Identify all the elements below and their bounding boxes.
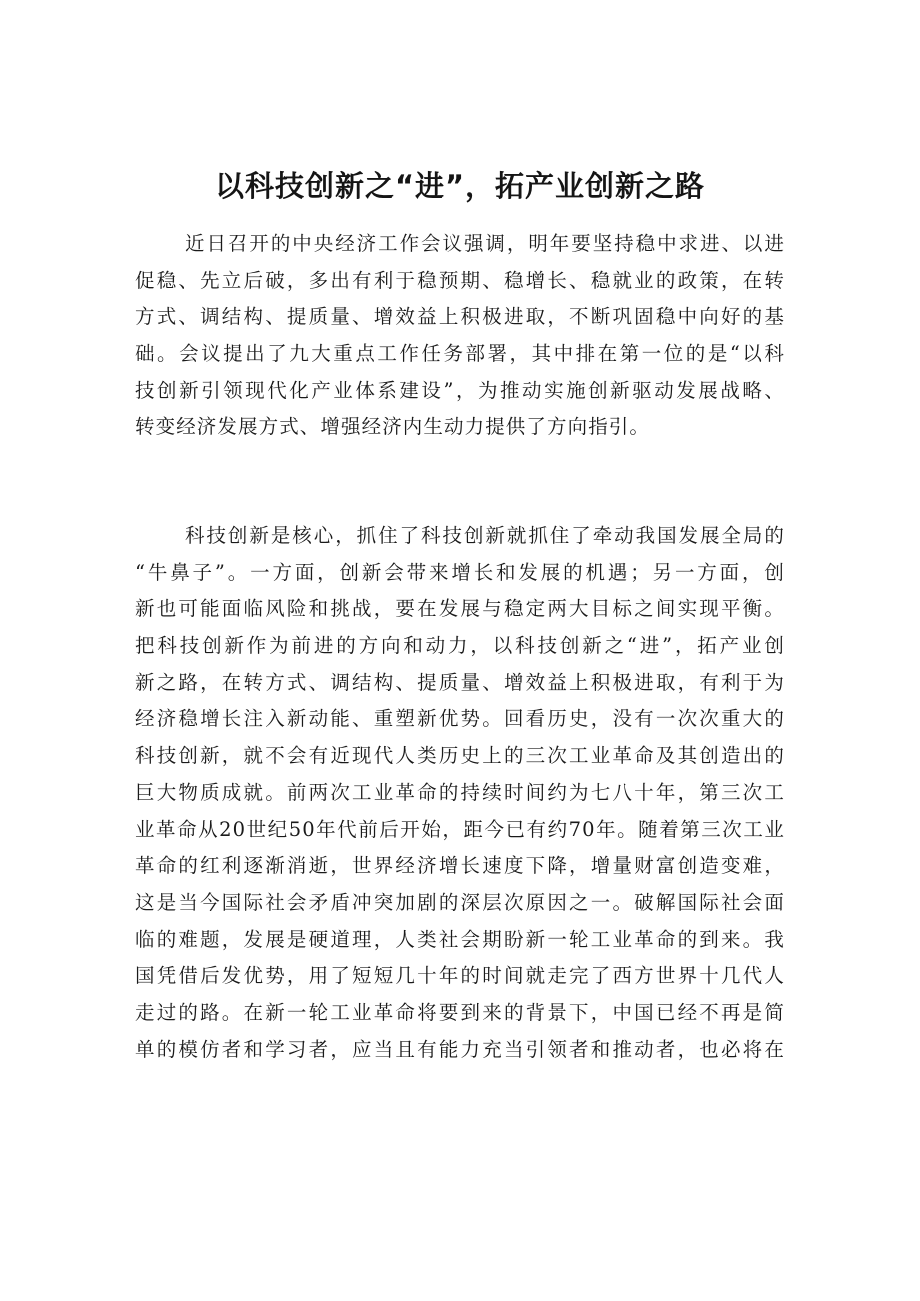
paragraph-2 — [135, 518, 785, 1068]
paragraph-1 — [135, 226, 785, 446]
paragraph-line: 新之路，在转方式、调结构、提质量、增效益上积极进取，有利于为 — [135, 670, 785, 694]
document-title: 以科技创新之“进”，拓产业创新之路 — [214, 169, 706, 203]
paragraph-line: 科技创新，就不会有近现代人类历史上的三次工业革命及其创造出的 — [135, 744, 785, 768]
paragraph-line: 革命的红利逐渐消逝，世界经济增长速度下降，增量财富创造变难， — [135, 854, 785, 878]
paragraph-line: 方式、调结构、提质量、增效益上积极进取，不断巩固稳中向好的基 — [135, 305, 785, 329]
paragraph-line: 国凭借后发优势，用了短短几十年的时间就走完了西方世界十几代人 — [135, 964, 785, 988]
paragraph-line: 转变经济发展方式、增强经济内生动力提供了方向指引。 — [135, 415, 651, 439]
paragraph-line: 临的难题，发展是硬道理，人类社会期盼新一轮工业革命的到来。我 — [135, 927, 785, 951]
paragraph-line: 经济稳增长注入新动能、重塑新优势。回看历史，没有一次次重大的 — [135, 707, 785, 731]
paragraph-line: 新也可能面临风险和挑战，要在发展与稳定两大目标之间实现平衡。 — [135, 597, 785, 621]
paragraph-line: 单的模仿者和学习者，应当且有能力充当引领者和推动者，也必将在 — [135, 1037, 785, 1061]
paragraph-line: 把科技创新作为前进的方向和动力，以科技创新之“进”，拓产业创 — [135, 634, 785, 658]
paragraph-line: 技创新引领现代化产业体系建设”，为推动实施创新驱动发展战略、 — [135, 378, 785, 402]
paragraph-line: 近日召开的中央经济工作会议强调，明年要坚持稳中求进、以进 — [185, 232, 785, 255]
paragraph-line: 础。会议提出了九大重点工作任务部署，其中排在第一位的是“以科 — [135, 342, 785, 366]
paragraph-line: 促稳、先立后破，多出有利于稳预期、稳增长、稳就业的政策，在转 — [135, 268, 785, 292]
paragraph-line: 走过的路。在新一轮工业革命将要到来的背景下，中国已经不再是简 — [135, 1000, 785, 1024]
paragraph-line: 业革命从20世纪50年代前后开始，距今已有约70年。随着第三次工业 — [135, 817, 785, 841]
paragraph-line: “牛鼻子”。一方面，创新会带来增长和发展的机遇；另一方面，创 — [135, 560, 785, 584]
paragraph-line: 巨大物质成就。前两次工业革命的持续时间约为七八十年，第三次工 — [135, 780, 785, 804]
paragraph-line: 科技创新是核心，抓住了科技创新就抓住了牵动我国发展全局的 — [185, 524, 785, 547]
paragraph-line: 这是当今国际社会矛盾冲突加剧的深层次原因之一。破解国际社会面 — [135, 890, 785, 914]
